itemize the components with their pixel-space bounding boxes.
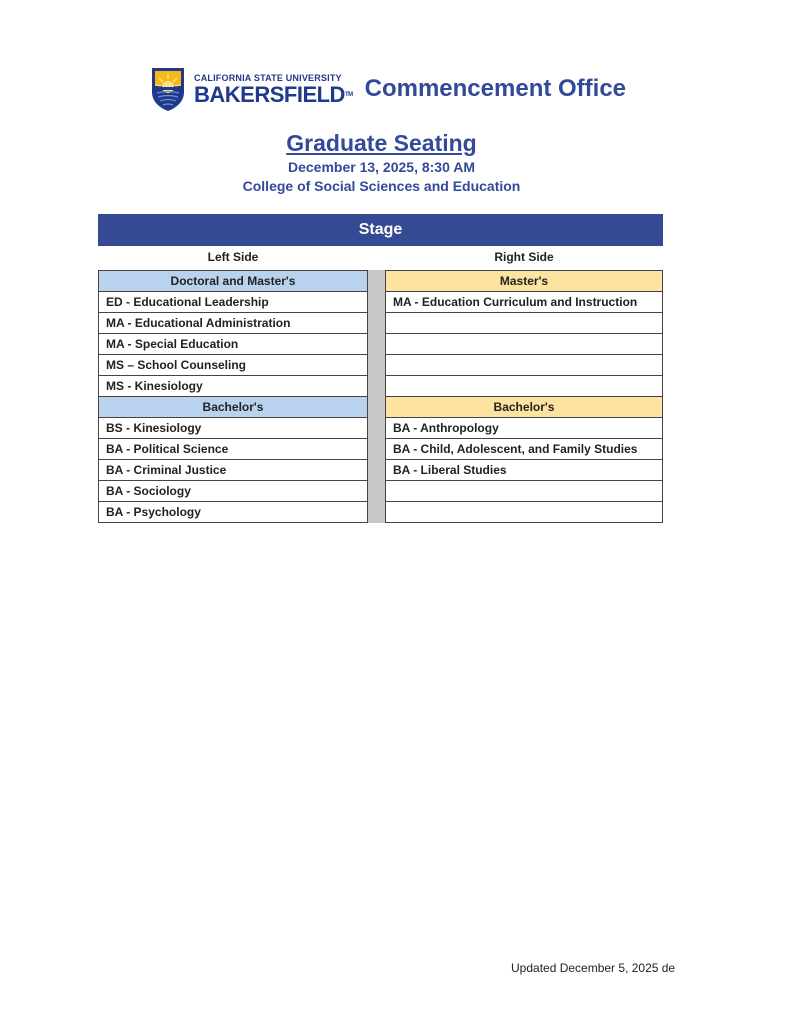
table-row: MS - Kinesiology xyxy=(98,376,368,397)
right-section-header-bachelors: Bachelor's xyxy=(385,397,663,418)
ceremony-date-time: December 13, 2025, 8:30 AM xyxy=(287,159,476,175)
left-section-header-doctoral-masters: Doctoral and Master's xyxy=(98,271,368,292)
office-title: Commencement Office xyxy=(364,75,627,102)
stage-label: Stage xyxy=(358,221,403,238)
page-title: Graduate Seating xyxy=(286,130,477,156)
table-row: BA - Anthropology xyxy=(385,418,663,439)
title-block xyxy=(0,128,763,196)
updated-note: Updated December 5, 2025 de xyxy=(511,961,676,975)
table-row xyxy=(385,502,663,523)
table-row: MA - Educational Administration xyxy=(98,313,368,334)
table-row xyxy=(385,376,663,397)
university-shield-logo-icon xyxy=(150,66,186,112)
table-row xyxy=(385,313,663,334)
center-aisle xyxy=(368,270,385,523)
left-seating-column xyxy=(98,270,368,523)
table-row xyxy=(385,355,663,376)
university-wordmark xyxy=(194,73,353,106)
right-side-label: Right Side xyxy=(494,250,554,264)
logo-line-campus: BAKERSFIELDTM xyxy=(194,81,353,107)
table-row: BA - Political Science xyxy=(98,439,368,460)
table-row: BS - Kinesiology xyxy=(98,418,368,439)
right-section-header-masters: Master's xyxy=(385,271,663,292)
left-section-header-bachelors: Bachelor's xyxy=(98,397,368,418)
stage-banner xyxy=(98,214,663,246)
table-row: MS – School Counseling xyxy=(98,355,368,376)
table-row xyxy=(385,481,663,502)
table-row: BA - Criminal Justice xyxy=(98,460,368,481)
table-row: MA - Education Curriculum and Instruction xyxy=(385,292,663,313)
right-seating-column xyxy=(385,270,663,523)
logo-line-university: CALIFORNIA STATE UNIVERSITY xyxy=(194,72,342,83)
left-side-label: Left Side xyxy=(207,250,259,264)
table-row: ED - Educational Leadership xyxy=(98,292,368,313)
table-row: BA - Psychology xyxy=(98,502,368,523)
table-row: BA - Child, Adolescent, and Family Studies xyxy=(385,439,663,460)
table-row: BA - Sociology xyxy=(98,481,368,502)
table-row: MA - Special Education xyxy=(98,334,368,355)
table-row: BA - Liberal Studies xyxy=(385,460,663,481)
page-header xyxy=(150,65,626,113)
college-name: College of Social Sciences and Education xyxy=(242,178,521,194)
table-row xyxy=(385,334,663,355)
